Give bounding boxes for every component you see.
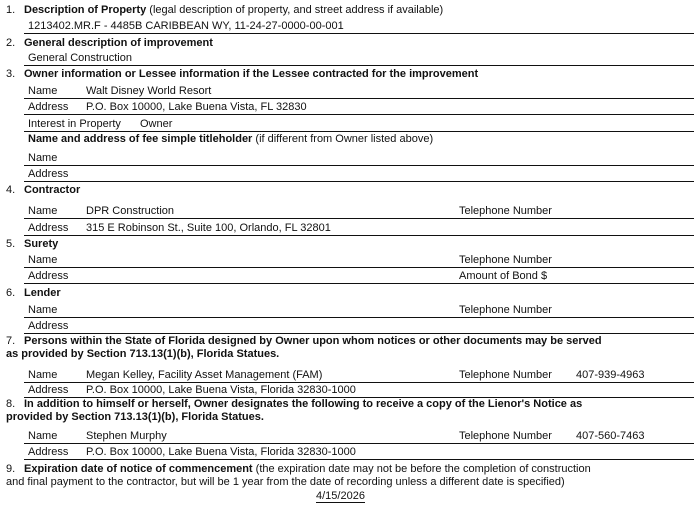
s4-phone-label: Telephone Number bbox=[459, 205, 552, 217]
s5-name-rule bbox=[24, 267, 694, 268]
s3-owner-name: Walt Disney World Resort bbox=[86, 85, 212, 97]
s7-number: 7. bbox=[6, 335, 16, 347]
s8-recipient-address: P.O. Box 10000, Lake Buena Vista, Florida 32830-1000 bbox=[86, 446, 356, 458]
s5-name-label: Name bbox=[28, 254, 58, 266]
s3-fee-name-rule bbox=[24, 165, 694, 166]
s2-rule bbox=[24, 65, 694, 66]
s4-contractor-name: DPR Construction bbox=[86, 205, 175, 217]
s7-address-label: Address bbox=[28, 384, 69, 396]
s8-name-label: Name bbox=[28, 430, 58, 442]
s8-recipient-name: Stephen Murphy bbox=[86, 430, 167, 442]
s3-name-rule bbox=[24, 98, 694, 99]
s6-address-label: Address bbox=[28, 320, 69, 332]
s3-heading: Owner information or Lessee information if the Lessee contracted for the improvement bbox=[24, 68, 479, 80]
s3-fee-heading: Name and address of fee simple titleholder bbox=[28, 133, 253, 145]
s9-note-line2: and final payment to the contractor, but will be 1 year from the date of recording unless a different date is specified) bbox=[6, 476, 565, 488]
s5-address-rule bbox=[24, 283, 694, 284]
s8-address-rule bbox=[24, 459, 694, 460]
s3-fee-address-rule bbox=[24, 181, 694, 182]
s8-phone-label: Telephone Number bbox=[459, 430, 552, 442]
s2-improvement-value: General Construction bbox=[28, 52, 132, 64]
s7-phone-label: Telephone Number bbox=[459, 369, 552, 381]
s6-number: 6. bbox=[6, 287, 16, 299]
s1-rule bbox=[24, 33, 694, 34]
s3-interest-value: Owner bbox=[140, 118, 173, 130]
s3-fee-heading-line bbox=[28, 133, 433, 146]
s7-name-rule bbox=[24, 382, 694, 383]
s5-number: 5. bbox=[6, 238, 16, 250]
s8-heading-line1: In addition to himself or herself, Owner designates the following to receive a copy of the Lienor's Notice as bbox=[24, 398, 583, 410]
s1-number: 1. bbox=[6, 4, 16, 16]
s3-interest-rule bbox=[24, 131, 694, 132]
s4-address-label: Address bbox=[28, 222, 69, 234]
s5-phone-label: Telephone Number bbox=[459, 254, 552, 266]
s8-number: 8. bbox=[6, 398, 16, 410]
s4-name-rule bbox=[24, 218, 694, 219]
s2-number: 2. bbox=[6, 37, 16, 49]
s7-name-label: Name bbox=[28, 369, 58, 381]
s3-interest-label: Interest in Property bbox=[28, 118, 121, 130]
s8-heading-line2: provided by Section 713.13(1)(b), Florida Statues. bbox=[6, 411, 264, 423]
s1-heading: Description of Property bbox=[24, 4, 147, 16]
s5-bond-label: Amount of Bond $ bbox=[459, 270, 548, 282]
s7-heading-line1: Persons within the State of Florida designed by Owner upon whom notices or other documents may be served bbox=[24, 335, 602, 347]
s3-fee-address-label: Address bbox=[28, 168, 69, 180]
s8-address-label: Address bbox=[28, 446, 69, 458]
s6-heading: Lender bbox=[24, 287, 61, 299]
s7-designee-address: P.O. Box 10000, Lake Buena Vista, Florida 32830-1000 bbox=[86, 384, 356, 396]
s3-fee-name-label: Name bbox=[28, 152, 58, 164]
s6-name-rule bbox=[24, 317, 694, 318]
s8-phone-value: 407-560-7463 bbox=[576, 430, 645, 442]
s9-heading-line bbox=[24, 463, 591, 476]
s6-address-rule bbox=[24, 333, 694, 334]
s9-heading: Expiration date of notice of commencement bbox=[24, 463, 253, 475]
s3-owner-address: P.O. Box 10000, Lake Buena Vista, FL 32830 bbox=[86, 101, 307, 113]
s3-number: 3. bbox=[6, 68, 16, 80]
s6-phone-label: Telephone Number bbox=[459, 304, 552, 316]
s7-phone-value: 407-939-4963 bbox=[576, 369, 645, 381]
s3-fee-note: (if different from Owner listed above) bbox=[252, 133, 434, 145]
s1-heading-line bbox=[24, 4, 443, 17]
s4-contractor-address: 315 E Robinson St., Suite 100, Orlando, FL 32801 bbox=[86, 222, 331, 234]
s4-number: 4. bbox=[6, 184, 16, 196]
s9-note-line1: (the expiration date may not be before the completion of construction bbox=[252, 463, 591, 475]
s4-name-label: Name bbox=[28, 205, 58, 217]
s1-note: (legal description of property, and street address if available) bbox=[146, 4, 444, 16]
s4-address-rule bbox=[24, 235, 694, 236]
s1-property-value: 1213402.MR.F - 4485B CARIBBEAN WY, 11-24-27-0000-00-001 bbox=[28, 20, 344, 32]
s3-address-rule bbox=[24, 114, 694, 115]
s2-heading: General description of improvement bbox=[24, 37, 213, 49]
s3-name-label: Name bbox=[28, 85, 58, 97]
s5-heading: Surety bbox=[24, 238, 59, 250]
s3-address-label: Address bbox=[28, 101, 69, 113]
s7-designee-name: Megan Kelley, Facility Asset Management (FAM) bbox=[86, 369, 323, 381]
s6-name-label: Name bbox=[28, 304, 58, 316]
s9-number: 9. bbox=[6, 463, 16, 475]
s7-heading-line2: as provided by Section 713.13(1)(b), Florida Statues. bbox=[6, 348, 280, 360]
s8-name-rule bbox=[24, 443, 694, 444]
s5-address-label: Address bbox=[28, 270, 69, 282]
s9-expiration-date: 4/15/2026 bbox=[316, 490, 365, 502]
s4-heading: Contractor bbox=[24, 184, 81, 196]
